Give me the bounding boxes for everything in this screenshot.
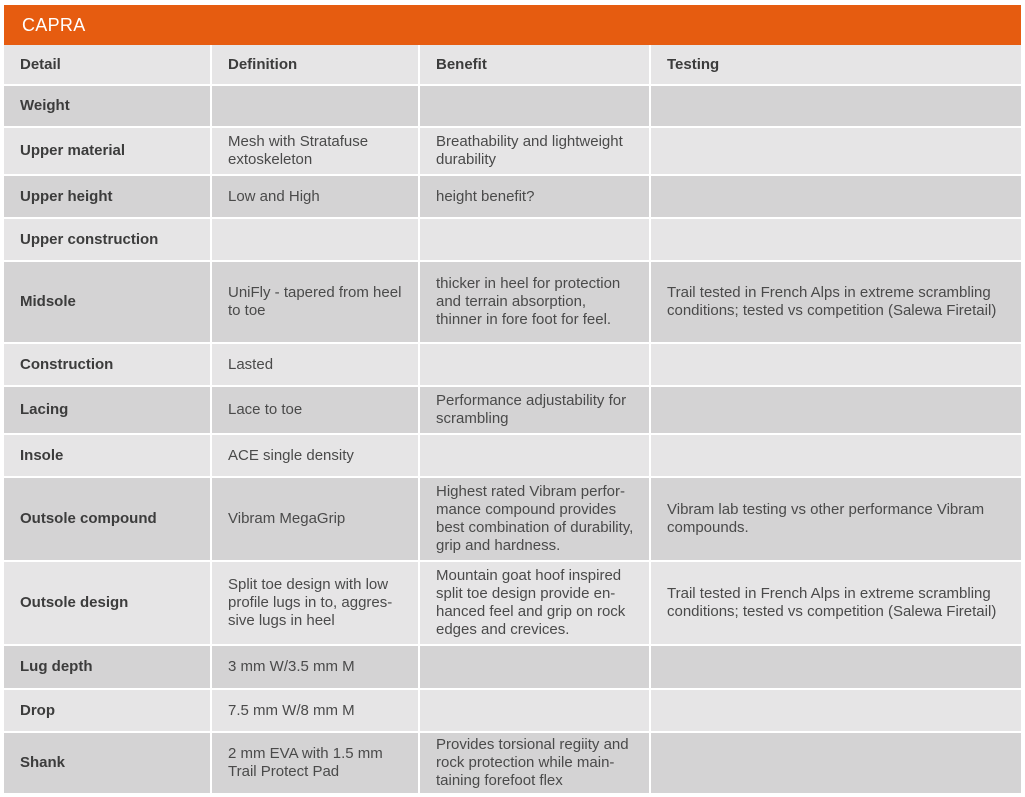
table-row: [4, 343, 1021, 386]
table-row: [4, 127, 1021, 175]
row-benefit: [419, 343, 650, 386]
row-detail: Weight: [4, 85, 211, 127]
row-definition: Vibram MegaGrip: [211, 477, 419, 561]
table-row: [4, 732, 1021, 794]
row-testing: [650, 175, 1021, 218]
row-definition: 3 mm W/3.5 mm M: [211, 645, 419, 689]
table-row: [4, 218, 1021, 261]
table-row: [4, 85, 1021, 127]
table-row: [4, 386, 1021, 434]
table-title: CAPRA: [4, 5, 1021, 45]
row-detail: Construction: [4, 343, 211, 386]
row-testing: [650, 127, 1021, 175]
spec-table: [4, 45, 1021, 795]
table-row: [4, 689, 1021, 732]
row-detail: Drop: [4, 689, 211, 732]
row-testing: [650, 434, 1021, 477]
row-testing: Trail tested in French Alps in extreme scrambling conditions; tested vs competition (Salewa Firetail): [650, 261, 1021, 343]
header-testing: Testing: [650, 45, 1021, 85]
row-detail: Outsole compound: [4, 477, 211, 561]
row-definition: [211, 85, 419, 127]
header-detail: Detail: [4, 45, 211, 85]
row-testing: Trail tested in French Alps in extreme scrambling conditions; tested vs competition (Salewa Firetail): [650, 561, 1021, 645]
row-detail: Upper construction: [4, 218, 211, 261]
row-detail: Lug depth: [4, 645, 211, 689]
spec-table-container: [4, 5, 1021, 795]
row-detail: Upper material: [4, 127, 211, 175]
row-benefit: Highest rated Vibram perfor- mance compound provides best combination of durability, grip and hardness.: [419, 477, 650, 561]
header-row: [4, 45, 1021, 85]
row-definition: 7.5 mm W/8 mm M: [211, 689, 419, 732]
row-definition: 2 mm EVA with 1.5 mm Trail Protect Pad: [211, 732, 419, 794]
row-benefit: [419, 689, 650, 732]
table-row: [4, 645, 1021, 689]
row-benefit: thicker in heel for protection and terrain absorption, thinner in fore foot for feel.: [419, 261, 650, 343]
row-benefit: Performance adjustability for scrambling: [419, 386, 650, 434]
row-testing: [650, 386, 1021, 434]
row-detail: Outsole design: [4, 561, 211, 645]
row-testing: [650, 645, 1021, 689]
table-row: [4, 434, 1021, 477]
row-benefit: [419, 218, 650, 261]
row-benefit: [419, 645, 650, 689]
row-benefit: Mountain goat hoof inspired split toe design provide en- hanced feel and grip on rock edges and crevices.: [419, 561, 650, 645]
row-definition: Lasted: [211, 343, 419, 386]
row-testing: [650, 85, 1021, 127]
row-detail: Upper height: [4, 175, 211, 218]
row-detail: Lacing: [4, 386, 211, 434]
row-benefit: height benefit?: [419, 175, 650, 218]
row-benefit: [419, 434, 650, 477]
row-testing: Vibram lab testing vs other performance Vibram compounds.: [650, 477, 1021, 561]
table-row: [4, 561, 1021, 645]
row-definition: Split toe design with low profile lugs in to, aggres- sive lugs in heel: [211, 561, 419, 645]
table-row: [4, 261, 1021, 343]
row-definition: Mesh with Stratafuse extoskeleton: [211, 127, 419, 175]
row-testing: [650, 218, 1021, 261]
row-benefit: Provides torsional regiity and rock protection while main- taining forefoot flex: [419, 732, 650, 794]
row-testing: [650, 732, 1021, 794]
header-definition: Definition: [211, 45, 419, 85]
row-detail: Midsole: [4, 261, 211, 343]
table-row: [4, 175, 1021, 218]
row-detail: Insole: [4, 434, 211, 477]
row-testing: [650, 689, 1021, 732]
header-benefit: Benefit: [419, 45, 650, 85]
row-testing: [650, 343, 1021, 386]
row-definition: [211, 218, 419, 261]
table-row: [4, 477, 1021, 561]
row-definition: UniFly - tapered from heel to toe: [211, 261, 419, 343]
row-definition: ACE single density: [211, 434, 419, 477]
row-benefit: Breathability and lightweight durability: [419, 127, 650, 175]
row-benefit: [419, 85, 650, 127]
row-detail: Shank: [4, 732, 211, 794]
row-definition: Low and High: [211, 175, 419, 218]
row-definition: Lace to toe: [211, 386, 419, 434]
